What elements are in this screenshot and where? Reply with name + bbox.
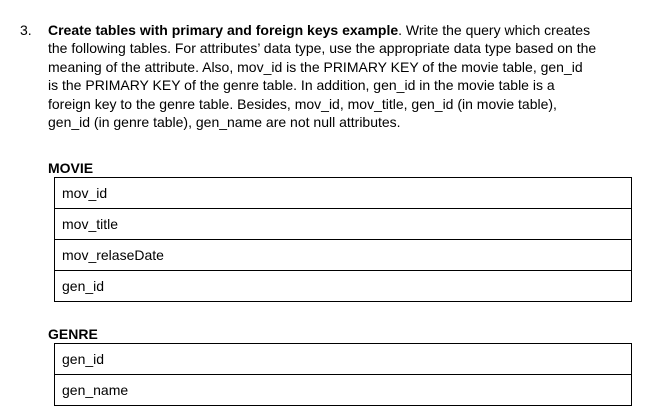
question-text — [48, 21, 638, 131]
movie-table — [54, 177, 632, 302]
movie-attr-mov-title: mov_title — [55, 209, 632, 240]
movie-attr-mov-id: mov_id — [55, 178, 632, 209]
table-row — [55, 375, 632, 406]
table-row — [55, 240, 632, 271]
question-line-2: the following tables. For attributes’ data type, use the appropriate data type based on the — [48, 40, 597, 57]
table-row — [55, 209, 632, 240]
table-row — [55, 344, 632, 375]
question-line-1-rest: . Write the query which creates — [398, 22, 591, 38]
movie-table-title: MOVIE — [48, 160, 94, 176]
movie-attr-gen-id: gen_id — [55, 271, 632, 302]
question-line-1 — [48, 21, 638, 39]
question-line-6: gen_id (in genre table), gen_name are not null attributes. — [48, 114, 401, 131]
genre-attr-gen-name: gen_name — [55, 375, 632, 406]
question-line-4: is the PRIMARY KEY of the genre table. In addition, gen_id in the movie table is a — [48, 77, 555, 94]
question-line-5: foreign key to the genre table. Besides, mov_id, mov_title, gen_id (in movie table), — [48, 95, 557, 112]
table-row — [55, 178, 632, 209]
question-line-3: meaning of the attribute. Also, mov_id is the PRIMARY KEY of the movie table, gen_id — [48, 58, 583, 75]
genre-attr-gen-id: gen_id — [55, 344, 632, 375]
genre-table-title: GENRE — [48, 326, 98, 342]
movie-attr-mov-relasedate: mov_relaseDate — [55, 240, 632, 271]
table-row — [55, 271, 632, 302]
genre-table — [54, 343, 632, 406]
question-heading: Create tables with primary and foreign keys example — [48, 22, 399, 38]
question-number: 3. — [20, 22, 32, 38]
